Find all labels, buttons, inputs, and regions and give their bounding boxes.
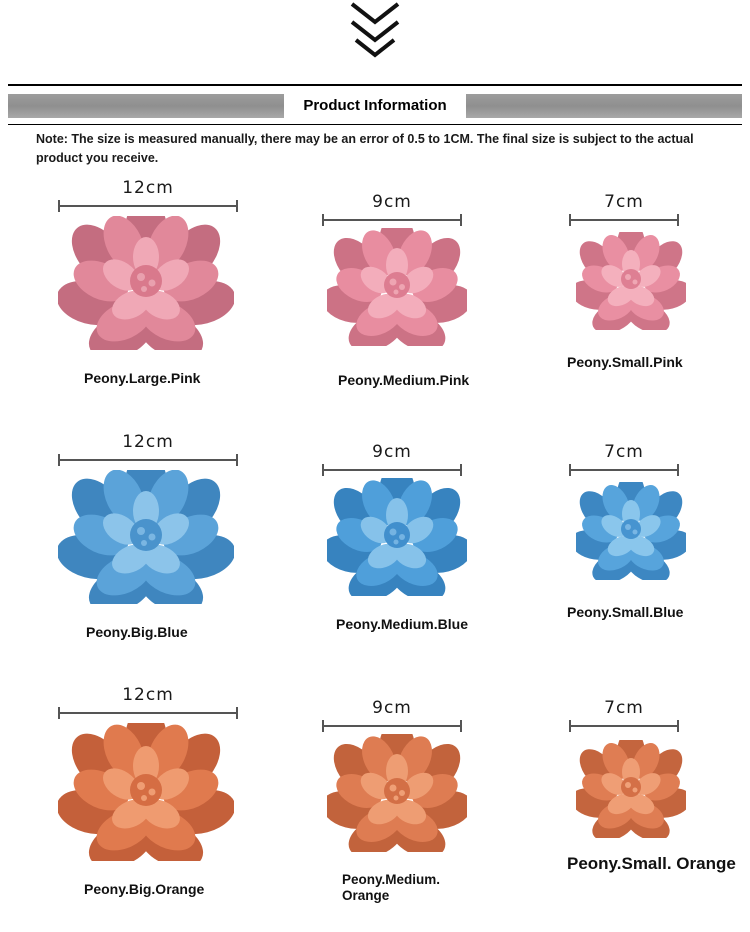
scroll-down-chevrons: [0, 0, 750, 70]
measurement-note: Note: The size is measured manually, there may be an error of 0.5 to 1CM. The final size is subject to the actual product you receive.: [36, 132, 694, 165]
size-measure: [58, 685, 238, 719]
section-title: Product Information: [284, 94, 466, 118]
flower-image: [327, 734, 467, 852]
product-cell: [36, 685, 286, 905]
product-name: Peony.Medium.Pink: [338, 372, 470, 388]
product-name: Peony.Small.Pink: [567, 354, 683, 370]
size-label: 9cm: [372, 442, 412, 462]
product-cell: [36, 432, 286, 647]
size-measure: [569, 442, 679, 476]
ruler: [58, 200, 238, 212]
ruler: [569, 720, 679, 732]
header-top-rule: [8, 84, 742, 86]
size-label: 9cm: [372, 698, 412, 718]
product-cell: [545, 698, 745, 913]
size-label: 9cm: [372, 192, 412, 212]
product-name: Peony.Big.Blue: [86, 624, 188, 640]
ruler: [58, 707, 238, 719]
header-bottom-rule: [8, 124, 742, 125]
ruler: [322, 464, 462, 476]
size-measure: [322, 442, 462, 476]
flower-image: [327, 228, 467, 346]
size-measure: [322, 698, 462, 732]
product-cell: [36, 178, 286, 393]
product-name: Peony.Large.Pink: [84, 370, 201, 386]
size-label: 7cm: [604, 698, 644, 718]
product-name: Peony.Medium.Blue: [336, 616, 468, 632]
flower-image: [576, 482, 686, 580]
ruler: [569, 214, 679, 226]
product-name: Peony.Small.Blue: [567, 604, 684, 620]
flower-image: [58, 723, 234, 861]
size-measure: [569, 192, 679, 226]
band-right-fill: [466, 94, 742, 118]
ruler: [322, 720, 462, 732]
product-cell: [300, 192, 520, 392]
size-label: 12cm: [122, 432, 174, 452]
size-measure: [322, 192, 462, 226]
flower-image: [576, 232, 686, 330]
size-label: 7cm: [604, 192, 644, 212]
size-label: 7cm: [604, 442, 644, 462]
product-cell: [545, 442, 740, 642]
band-left-fill: [8, 94, 284, 118]
size-measure: [569, 698, 679, 732]
ruler: [569, 464, 679, 476]
size-label: 12cm: [122, 685, 174, 705]
product-cell: [545, 192, 740, 392]
flower-image: [576, 740, 686, 838]
product-cell: [300, 698, 520, 913]
size-measure: [58, 432, 238, 466]
flower-image: [327, 478, 467, 596]
ruler: [322, 214, 462, 226]
product-information-band: [8, 94, 742, 118]
size-label: 12cm: [122, 178, 174, 198]
product-name: Peony.Medium. Orange: [342, 872, 441, 903]
size-measure: [58, 178, 238, 212]
product-name: Peony.Small. Orange: [567, 854, 736, 873]
flower-image: [58, 216, 234, 350]
product-name: Peony.Big.Orange: [84, 881, 205, 897]
ruler: [58, 454, 238, 466]
product-cell: [300, 442, 520, 642]
flower-image: [58, 470, 234, 604]
